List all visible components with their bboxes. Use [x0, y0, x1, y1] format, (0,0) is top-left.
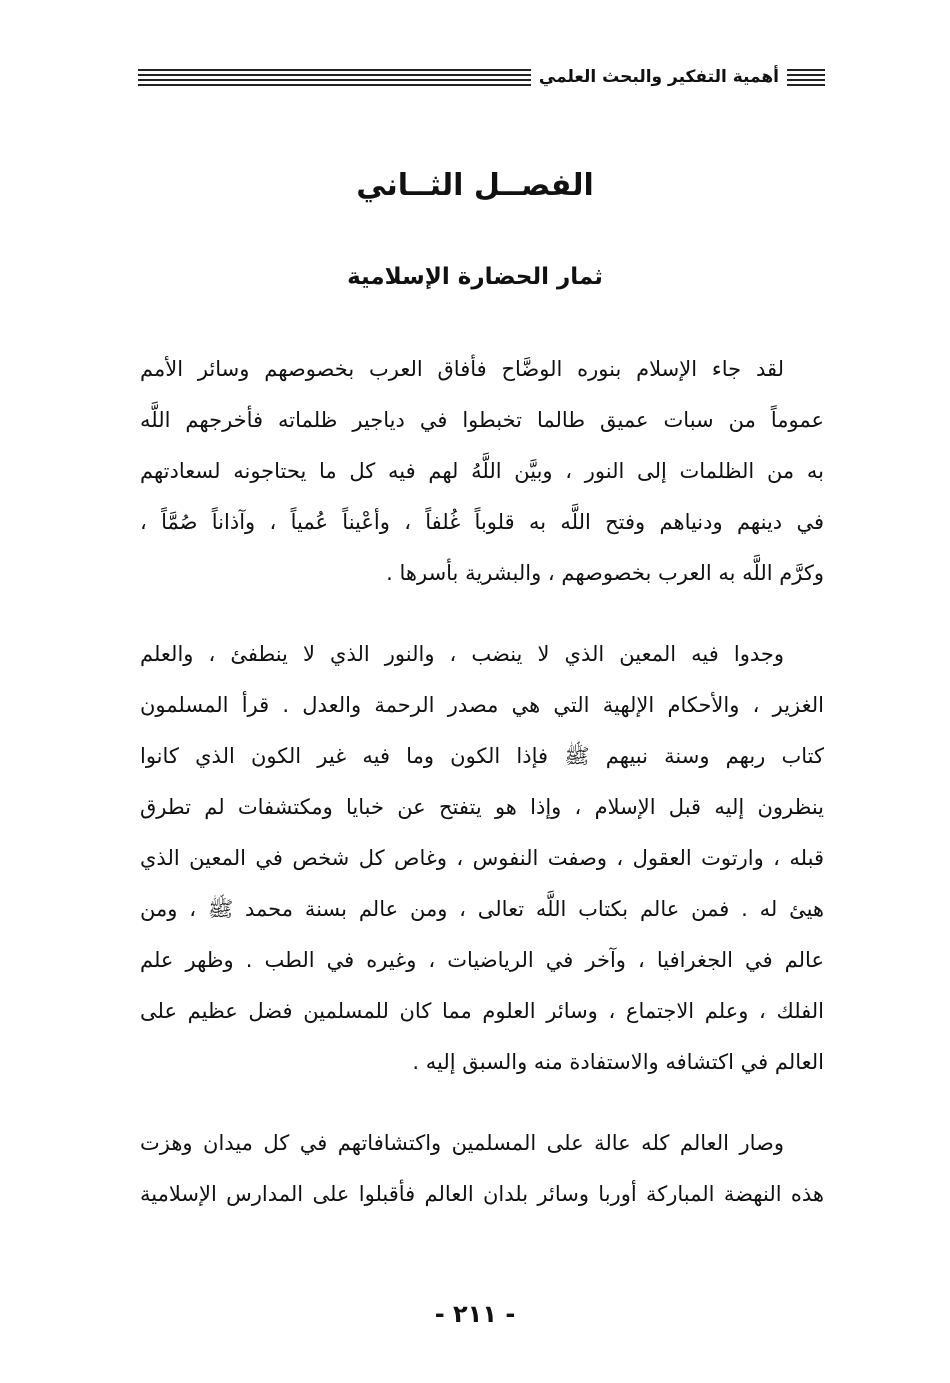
running-header	[138, 62, 825, 92]
text-line: العالم في اكتشافه والاستفادة منه والسبق إليه .	[412, 1050, 824, 1074]
text-line: ينظرون إليه قبل الإسلام ، وإذا هو يتفتح عن خبايا ومكتشفات لم تطرق	[140, 795, 824, 819]
text-line: به من الظلمات إلى النور ، وبيَّن اللَّهُ لهم فيه كل ما يحتاجونه لسعادتهم	[140, 459, 824, 483]
text-line: كتاب ربهم وسنة نبيهم ﷺ فإذا الكون وما فيه غير الكون الذي كانوا	[140, 744, 824, 768]
section-title: ثمار الحضارة الإسلامية	[347, 264, 603, 290]
header-rule-left	[138, 69, 531, 86]
text-line: هيئ له . فمن عالم بكتاب اللَّه تعالى ، ومن عالم بسنة محمد ﷺ ، ومن	[140, 897, 824, 921]
text-line: قبله ، وارتوت العقول ، وصفت النفوس ، وغاص كل شخص في المعين الذي	[140, 846, 824, 870]
text-line: وكرَّم اللَّه به العرب بخصوصهم ، والبشرية بأسرها .	[386, 561, 824, 585]
body-text	[140, 344, 824, 1220]
running-title: أهمية التفكير والبحث العلمي	[538, 67, 779, 87]
page-number: - ٢١١ -	[434, 1300, 516, 1328]
text-line: وجدوا فيه المعين الذي لا ينضب ، والنور الذي لا ينطفئ ، والعلم	[140, 642, 784, 666]
paragraph-3	[140, 1118, 824, 1220]
paragraph-1	[140, 344, 824, 599]
text-line: لقد جاء الإسلام بنوره الوضَّاح فأفاق العرب بخصوصهم وسائر الأمم	[140, 357, 784, 381]
paragraph-2	[140, 629, 824, 1088]
header-rule-right	[787, 69, 825, 86]
chapter-title: الفصــل الثــاني	[356, 168, 594, 203]
text-line: عالم في الجغرافيا ، وآخر في الرياضيات ، وغيره في الطب . وظهر علم	[140, 948, 824, 972]
text-line: في دينهم ودنياهم وفتح اللَّه به قلوباً غُلفاً ، وأعْيناً عُمياً ، وآذاناً صُمَّاً ،	[140, 510, 824, 534]
text-line: عموماً من سبات عميق طالما تخبطوا في دياجير ظلماته فأخرجهم اللَّه	[140, 408, 824, 432]
text-line: وصار العالم كله عالة على المسلمين واكتشافاتهم في كل ميدان وهزت	[140, 1131, 784, 1155]
text-line: هذه النهضة المباركة أوربا وسائر بلدان العالم فأقبلوا على المدارس الإسلامية	[140, 1182, 824, 1206]
text-line: الغزير ، والأحكام الإلهية التي هي مصدر الرحمة والعدل . قرأ المسلمون	[140, 693, 824, 717]
text-line: الفلك ، وعلم الاجتماع ، وسائر العلوم مما كان للمسلمين فضل عظيم على	[140, 999, 824, 1023]
